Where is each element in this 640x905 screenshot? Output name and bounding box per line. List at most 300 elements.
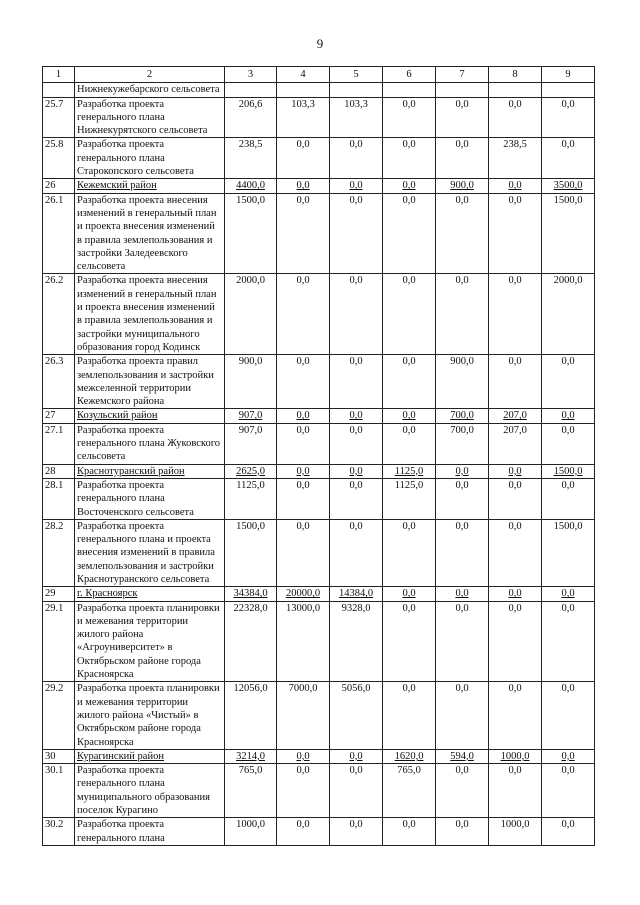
value-text: 0,0 xyxy=(508,765,522,777)
value-text: 0,0 xyxy=(508,479,522,491)
value-text: 0,0 xyxy=(402,683,416,695)
value-text: 594,0 xyxy=(450,750,474,762)
row-number xyxy=(43,83,75,97)
value-cell-col-6 xyxy=(383,355,436,409)
value-text: 0,0 xyxy=(349,410,363,422)
row-description xyxy=(75,519,225,586)
row-number: 30.2 xyxy=(43,818,75,846)
row-description-text: Разработка проекта генерального плана Нижнекурятского сельсовета xyxy=(77,98,208,137)
value-cell-col-3 xyxy=(225,97,277,138)
value-cell-col-6 xyxy=(383,818,436,846)
value-text: 1500,0 xyxy=(236,520,265,532)
value-cell-col-4 xyxy=(277,764,330,818)
table-body xyxy=(43,67,595,846)
value-cell-col-7 xyxy=(436,464,489,478)
table-row xyxy=(43,179,595,193)
value-text: 0,0 xyxy=(296,750,310,762)
value-text: 4400,0 xyxy=(236,180,265,192)
value-text: 5056,0 xyxy=(341,683,371,695)
value-cell-col-8 xyxy=(489,423,542,464)
value-text: 9328,0 xyxy=(341,602,371,614)
value-text: 0,0 xyxy=(561,410,575,422)
row-number: 28.1 xyxy=(43,478,75,519)
row-number: 28.2 xyxy=(43,519,75,586)
value-text: 3214,0 xyxy=(236,750,265,762)
value-cell-col-9 xyxy=(542,193,595,274)
value-cell-col-8 xyxy=(489,464,542,478)
value-text: 207,0 xyxy=(503,410,527,422)
value-cell-col-8 xyxy=(489,682,542,749)
value-cell-col-8 xyxy=(489,818,542,846)
value-cell-col-9 xyxy=(542,423,595,464)
value-cell-col-9 xyxy=(542,274,595,355)
value-cell-col-4 xyxy=(277,97,330,138)
value-text: 238,5 xyxy=(238,139,263,151)
row-description xyxy=(75,818,225,846)
row-description xyxy=(75,193,225,274)
row-description-text: Разработка проекта генерального плана муниципального образования поселок Курагино xyxy=(77,765,210,817)
value-text: 0,0 xyxy=(402,275,416,287)
column-number-1: 1 xyxy=(43,67,75,83)
value-text: 1125,0 xyxy=(236,479,265,491)
value-text: 0,0 xyxy=(296,180,310,192)
value-cell-col-8 xyxy=(489,587,542,601)
row-description-text: Разработка проекта генерального плана Восточенского сельсовета xyxy=(77,479,194,518)
value-text: 0,0 xyxy=(508,194,522,206)
value-cell-col-5 xyxy=(330,97,383,138)
table-row xyxy=(43,97,595,138)
row-description xyxy=(75,83,225,97)
row-description-text: Краснотуранский район xyxy=(77,465,185,477)
value-text: 0,0 xyxy=(296,139,310,151)
value-text: 907,0 xyxy=(238,424,263,436)
table-row xyxy=(43,193,595,274)
value-text: 0,0 xyxy=(349,356,363,368)
row-number: 26.2 xyxy=(43,274,75,355)
value-text: 0,0 xyxy=(561,683,575,695)
value-text: 0,0 xyxy=(349,520,363,532)
row-description-text: Козульский район xyxy=(77,410,158,422)
funding-table xyxy=(42,66,595,846)
value-text: 0,0 xyxy=(402,98,416,110)
value-text: 7000,0 xyxy=(288,683,318,695)
value-cell-col-6 xyxy=(383,138,436,179)
value-cell-col-6 xyxy=(383,423,436,464)
row-description xyxy=(75,97,225,138)
value-text: 0,0 xyxy=(349,750,363,762)
row-number: 27.1 xyxy=(43,423,75,464)
value-cell-col-7 xyxy=(436,355,489,409)
value-text: 0,0 xyxy=(349,465,363,477)
row-number: 26.1 xyxy=(43,193,75,274)
value-text: 0,0 xyxy=(455,602,469,614)
value-text: 34384,0 xyxy=(233,588,268,600)
value-text: 0,0 xyxy=(455,139,469,151)
value-text: 1000,0 xyxy=(500,750,530,762)
value-cell-col-9 xyxy=(542,818,595,846)
value-cell-col-5 xyxy=(330,587,383,601)
row-description-text: Разработка проекта генерального плана Жуковского сельсовета xyxy=(77,424,220,463)
value-cell-col-6 xyxy=(383,464,436,478)
column-number-7: 7 xyxy=(436,67,489,83)
value-cell-col-8 xyxy=(489,478,542,519)
value-cell-col-7 xyxy=(436,193,489,274)
value-text: 0,0 xyxy=(561,602,575,614)
value-cell-col-6 xyxy=(383,179,436,193)
value-cell-col-5 xyxy=(330,764,383,818)
value-cell-col-5 xyxy=(330,179,383,193)
value-cell-col-9 xyxy=(542,83,595,97)
value-cell-col-6 xyxy=(383,83,436,97)
row-number: 25.7 xyxy=(43,97,75,138)
value-text: 0,0 xyxy=(508,180,522,192)
value-cell-col-7 xyxy=(436,83,489,97)
value-cell-col-6 xyxy=(383,601,436,682)
value-cell-col-7 xyxy=(436,682,489,749)
value-cell-col-4 xyxy=(277,355,330,409)
table-row xyxy=(43,83,595,97)
row-description-text: Курагинский район xyxy=(77,750,164,762)
value-cell-col-7 xyxy=(436,423,489,464)
table-row xyxy=(43,764,595,818)
value-cell-col-6 xyxy=(383,478,436,519)
value-text: 0,0 xyxy=(455,275,469,287)
value-cell-col-5 xyxy=(330,409,383,423)
value-text: 900,0 xyxy=(450,356,474,368)
value-text: 0,0 xyxy=(561,750,575,762)
value-cell-col-3 xyxy=(225,818,277,846)
value-text: 1000,0 xyxy=(500,819,530,831)
value-text: 14384,0 xyxy=(338,588,374,600)
value-text: 0,0 xyxy=(455,819,469,831)
value-cell-col-6 xyxy=(383,749,436,763)
value-cell-col-5 xyxy=(330,682,383,749)
row-description-text: Разработка проекта планировки и межевания территории жилого района «Агроуниверситет» в Октябрьском районе города Красноярска xyxy=(77,602,220,681)
column-number-3: 3 xyxy=(225,67,277,83)
value-cell-col-5 xyxy=(330,138,383,179)
value-text: 700,0 xyxy=(450,424,474,436)
value-text: 1500,0 xyxy=(553,194,583,206)
row-description xyxy=(75,179,225,193)
value-cell-col-6 xyxy=(383,682,436,749)
value-cell-col-8 xyxy=(489,601,542,682)
value-cell-col-4 xyxy=(277,423,330,464)
value-text: 0,0 xyxy=(508,602,522,614)
table-row xyxy=(43,519,595,586)
value-text: 0,0 xyxy=(296,275,310,287)
value-cell-col-7 xyxy=(436,587,489,601)
row-description-text: Разработка проекта правил землепользования и застройки межселенной территории Кежемского района xyxy=(77,356,214,408)
value-text: 0,0 xyxy=(349,180,363,192)
table-row xyxy=(43,464,595,478)
value-cell-col-3 xyxy=(225,83,277,97)
value-cell-col-3 xyxy=(225,519,277,586)
value-text: 0,0 xyxy=(296,819,310,831)
value-cell-col-8 xyxy=(489,274,542,355)
value-text: 0,0 xyxy=(402,356,416,368)
value-cell-col-7 xyxy=(436,601,489,682)
value-cell-col-3 xyxy=(225,587,277,601)
value-cell-col-5 xyxy=(330,601,383,682)
value-cell-col-6 xyxy=(383,764,436,818)
value-text: 0,0 xyxy=(508,98,522,110)
row-description-text: Разработка проекта генерального плана Старокопского сельсовета xyxy=(77,139,194,178)
value-text: 103,3 xyxy=(344,98,368,110)
value-text: 0,0 xyxy=(508,683,522,695)
row-description-text: Разработка проекта внесения изменений в генеральный план и проекта внесения изменений в правила землепользования и застройки муниципального образования город Кодинск xyxy=(77,275,217,353)
row-number: 29 xyxy=(43,587,75,601)
row-description xyxy=(75,764,225,818)
value-cell-col-9 xyxy=(542,464,595,478)
value-cell-col-4 xyxy=(277,818,330,846)
row-description-text: Разработка проекта генерального плана и проекта внесения изменений в правила землепользования и застройки Краснотуранского сельсовета xyxy=(77,520,215,585)
value-cell-col-9 xyxy=(542,138,595,179)
value-cell-col-9 xyxy=(542,764,595,818)
value-cell-col-8 xyxy=(489,409,542,423)
value-cell-col-4 xyxy=(277,138,330,179)
table-row xyxy=(43,682,595,749)
value-text: 0,0 xyxy=(349,424,363,436)
value-text: 0,0 xyxy=(296,465,310,477)
value-cell-col-8 xyxy=(489,179,542,193)
value-cell-col-6 xyxy=(383,193,436,274)
value-cell-col-7 xyxy=(436,179,489,193)
row-description-text: Разработка проекта внесения изменений в генеральный план и проекта внесения изменений в правила землепользования и застройки Заледеевского сельсовета xyxy=(77,194,217,273)
row-number: 27 xyxy=(43,409,75,423)
value-text: 0,0 xyxy=(561,588,575,600)
value-text: 206,6 xyxy=(238,98,263,110)
row-description xyxy=(75,587,225,601)
column-number-5: 5 xyxy=(330,67,383,83)
column-number-8: 8 xyxy=(489,67,542,83)
value-text: 765,0 xyxy=(238,765,263,777)
value-text: 0,0 xyxy=(402,194,416,206)
column-number-6: 6 xyxy=(383,67,436,83)
value-cell-col-9 xyxy=(542,519,595,586)
value-cell-col-8 xyxy=(489,193,542,274)
value-cell-col-4 xyxy=(277,83,330,97)
value-cell-col-3 xyxy=(225,764,277,818)
value-text: 0,0 xyxy=(296,520,310,532)
value-text: 0,0 xyxy=(455,98,469,110)
value-cell-col-8 xyxy=(489,138,542,179)
column-number-4: 4 xyxy=(277,67,330,83)
value-cell-col-3 xyxy=(225,682,277,749)
value-text: 0,0 xyxy=(402,424,416,436)
value-cell-col-3 xyxy=(225,409,277,423)
column-number-9: 9 xyxy=(542,67,595,83)
value-cell-col-6 xyxy=(383,519,436,586)
value-text: 0,0 xyxy=(455,520,469,532)
row-description-text: г. Красноярск xyxy=(77,588,138,600)
value-text: 0,0 xyxy=(349,275,363,287)
value-cell-col-4 xyxy=(277,682,330,749)
value-text: 0,0 xyxy=(508,588,522,600)
value-cell-col-7 xyxy=(436,138,489,179)
value-text: 700,0 xyxy=(450,410,474,422)
value-text: 1125,0 xyxy=(394,479,424,491)
value-cell-col-8 xyxy=(489,519,542,586)
value-text: 0,0 xyxy=(455,765,469,777)
value-cell-col-4 xyxy=(277,409,330,423)
value-text: 0,0 xyxy=(349,819,363,831)
value-text: 0,0 xyxy=(402,588,416,600)
row-description xyxy=(75,274,225,355)
table-header-row xyxy=(43,67,595,83)
row-number: 29.1 xyxy=(43,601,75,682)
value-text: 2000,0 xyxy=(553,275,583,287)
value-cell-col-7 xyxy=(436,749,489,763)
row-number: 26.3 xyxy=(43,355,75,409)
value-text: 0,0 xyxy=(508,465,522,477)
value-cell-col-6 xyxy=(383,274,436,355)
value-cell-col-5 xyxy=(330,478,383,519)
value-cell-col-5 xyxy=(330,464,383,478)
value-text: 0,0 xyxy=(508,520,522,532)
row-description-text: Разработка проекта планировки и межевания территории жилого района «Чистый» в Октябрьском районе города Красноярска xyxy=(77,683,220,748)
value-text: 0,0 xyxy=(349,479,363,491)
value-cell-col-7 xyxy=(436,409,489,423)
value-cell-col-9 xyxy=(542,587,595,601)
value-text: 0,0 xyxy=(455,194,469,206)
table-row xyxy=(43,818,595,846)
table-row xyxy=(43,355,595,409)
value-cell-col-3 xyxy=(225,138,277,179)
value-text: 3500,0 xyxy=(553,180,583,192)
value-cell-col-5 xyxy=(330,193,383,274)
table-row xyxy=(43,601,595,682)
table-row xyxy=(43,749,595,763)
value-cell-col-4 xyxy=(277,478,330,519)
value-cell-col-5 xyxy=(330,274,383,355)
value-text: 0,0 xyxy=(296,410,310,422)
value-cell-col-3 xyxy=(225,355,277,409)
value-text: 2625,0 xyxy=(236,465,265,477)
value-cell-col-4 xyxy=(277,749,330,763)
row-number: 25.8 xyxy=(43,138,75,179)
value-cell-col-4 xyxy=(277,519,330,586)
value-cell-col-8 xyxy=(489,749,542,763)
value-text: 20000,0 xyxy=(285,588,321,600)
value-text: 900,0 xyxy=(450,180,474,192)
value-cell-col-3 xyxy=(225,478,277,519)
value-text: 238,5 xyxy=(503,139,527,151)
value-cell-col-4 xyxy=(277,179,330,193)
value-cell-col-9 xyxy=(542,601,595,682)
row-description xyxy=(75,409,225,423)
table-row xyxy=(43,274,595,355)
value-text: 0,0 xyxy=(349,765,363,777)
value-cell-col-7 xyxy=(436,97,489,138)
value-cell-col-9 xyxy=(542,749,595,763)
value-text: 2000,0 xyxy=(236,275,265,287)
value-cell-col-4 xyxy=(277,464,330,478)
value-text: 22328,0 xyxy=(233,602,268,614)
value-cell-col-7 xyxy=(436,274,489,355)
value-cell-col-3 xyxy=(225,274,277,355)
value-cell-col-9 xyxy=(542,97,595,138)
page-number: 9 xyxy=(316,36,324,51)
value-cell-col-9 xyxy=(542,179,595,193)
value-cell-col-6 xyxy=(383,97,436,138)
value-cell-col-3 xyxy=(225,193,277,274)
value-text: 0,0 xyxy=(402,602,416,614)
row-number: 26 xyxy=(43,179,75,193)
value-cell-col-6 xyxy=(383,587,436,601)
value-cell-col-7 xyxy=(436,764,489,818)
value-cell-col-4 xyxy=(277,193,330,274)
row-description xyxy=(75,749,225,763)
value-text: 0,0 xyxy=(561,139,575,151)
value-cell-col-3 xyxy=(225,601,277,682)
value-cell-col-5 xyxy=(330,355,383,409)
value-text: 0,0 xyxy=(455,588,469,600)
row-description-text: Нижнекужебарского сельсовета xyxy=(77,84,220,96)
value-cell-col-7 xyxy=(436,478,489,519)
value-text: 765,0 xyxy=(397,765,421,777)
value-cell-col-6 xyxy=(383,409,436,423)
value-text: 907,0 xyxy=(238,410,263,422)
value-cell-col-4 xyxy=(277,587,330,601)
value-cell-col-7 xyxy=(436,519,489,586)
row-description-text: Разработка проекта генерального плана xyxy=(77,819,165,844)
value-cell-col-3 xyxy=(225,749,277,763)
value-text: 0,0 xyxy=(455,683,469,695)
row-description xyxy=(75,682,225,749)
value-text: 0,0 xyxy=(296,424,310,436)
value-text: 1500,0 xyxy=(553,465,583,477)
value-text: 12056,0 xyxy=(233,683,268,695)
row-number: 29.2 xyxy=(43,682,75,749)
row-number: 28 xyxy=(43,464,75,478)
value-text: 0,0 xyxy=(402,180,416,192)
value-cell-col-8 xyxy=(489,764,542,818)
value-cell-col-3 xyxy=(225,464,277,478)
value-text: 0,0 xyxy=(508,356,522,368)
value-cell-col-7 xyxy=(436,818,489,846)
table-row xyxy=(43,138,595,179)
value-text: 207,0 xyxy=(503,424,527,436)
value-text: 0,0 xyxy=(296,194,310,206)
value-cell-col-5 xyxy=(330,519,383,586)
row-description xyxy=(75,601,225,682)
value-text: 0,0 xyxy=(349,194,363,206)
value-text: 0,0 xyxy=(561,479,575,491)
value-cell-col-9 xyxy=(542,478,595,519)
table-row xyxy=(43,423,595,464)
value-text: 0,0 xyxy=(561,424,575,436)
row-description xyxy=(75,478,225,519)
table-row xyxy=(43,409,595,423)
value-text: 0,0 xyxy=(561,819,575,831)
value-text: 0,0 xyxy=(296,356,310,368)
value-cell-col-9 xyxy=(542,682,595,749)
value-text: 0,0 xyxy=(402,410,416,422)
value-cell-col-8 xyxy=(489,83,542,97)
value-text: 0,0 xyxy=(455,479,469,491)
value-text: 0,0 xyxy=(561,98,575,110)
value-text: 0,0 xyxy=(402,520,416,532)
value-cell-col-9 xyxy=(542,355,595,409)
row-description xyxy=(75,464,225,478)
value-text: 0,0 xyxy=(296,479,310,491)
value-text: 0,0 xyxy=(402,819,416,831)
value-text: 13000,0 xyxy=(285,602,321,614)
value-cell-col-8 xyxy=(489,355,542,409)
value-cell-col-9 xyxy=(542,409,595,423)
table-row xyxy=(43,478,595,519)
value-cell-col-8 xyxy=(489,97,542,138)
